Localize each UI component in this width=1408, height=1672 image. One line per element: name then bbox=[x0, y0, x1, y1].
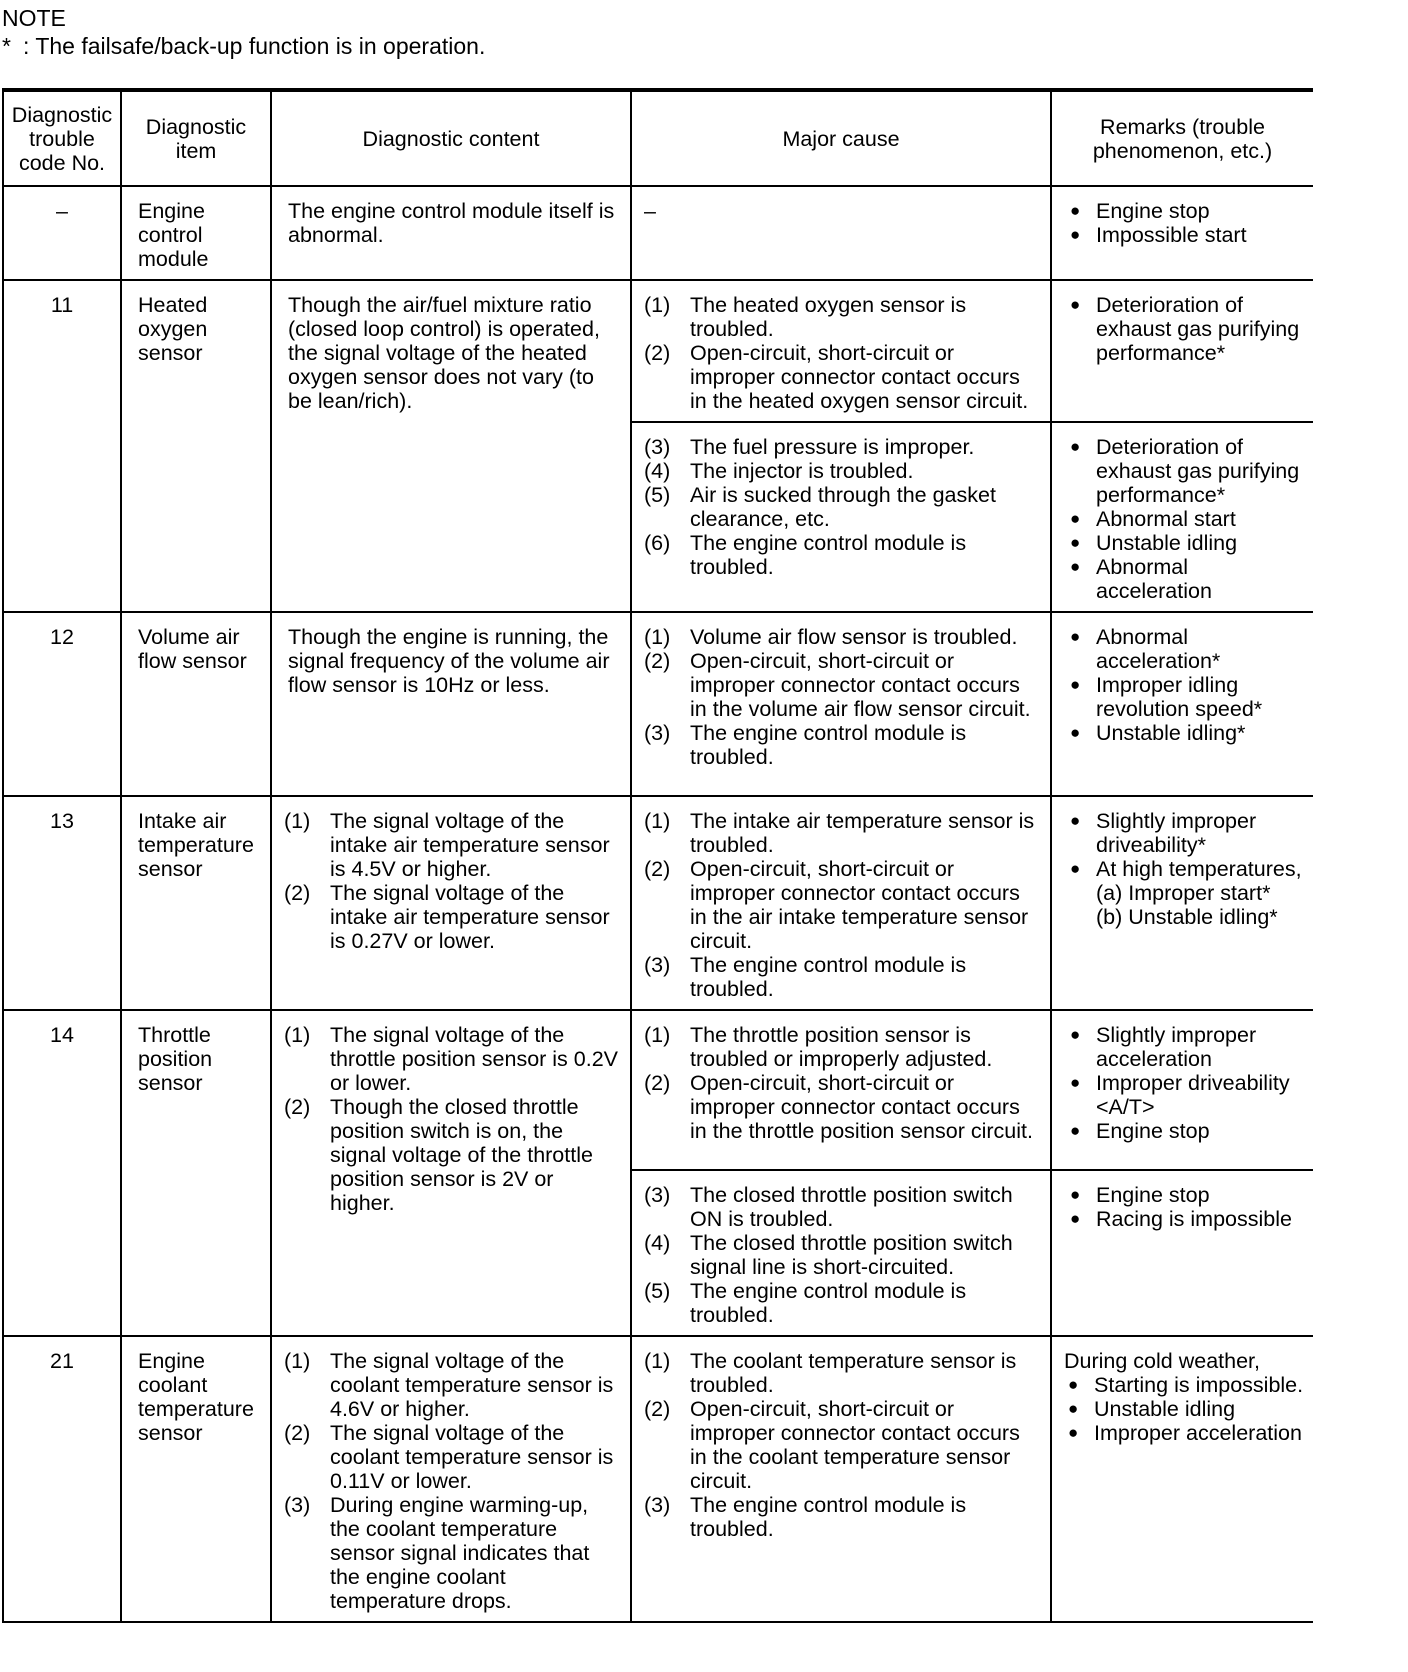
header-remarks: Remarks (trouble phenomenon, etc.) bbox=[1051, 90, 1313, 186]
code-cell: 13 bbox=[3, 796, 121, 1010]
code-cell: 21 bbox=[3, 1336, 121, 1622]
cause-cell bbox=[631, 1170, 1051, 1336]
item-number: (3) bbox=[644, 1183, 671, 1207]
item-number: (3) bbox=[644, 435, 671, 459]
item-number: (2) bbox=[644, 857, 671, 881]
cause-cell bbox=[631, 1336, 1051, 1622]
cause-cell bbox=[631, 280, 1051, 422]
item-text: The intake air temperature sensor is troubled. bbox=[690, 809, 1035, 857]
bullet-item: ● Engine stop bbox=[1066, 1183, 1309, 1207]
bullet-item: ● Improper acceleration bbox=[1064, 1421, 1309, 1445]
item-number: (2) bbox=[284, 1095, 311, 1119]
numbered-item bbox=[644, 1183, 1040, 1231]
item-number: (2) bbox=[644, 1071, 671, 1095]
bullet-item: ● Improper driveability <A/T> bbox=[1066, 1071, 1309, 1119]
item-number: (1) bbox=[644, 293, 671, 317]
numbered-item bbox=[644, 721, 1040, 769]
numbered-item bbox=[284, 1349, 620, 1421]
bullet-item: ● Racing is impossible bbox=[1066, 1207, 1309, 1231]
item-text: The injector is troubled. bbox=[690, 459, 914, 483]
item-text: The signal voltage of the coolant temperature sensor is 0.11V or lower. bbox=[330, 1421, 614, 1493]
bullet-item: ● At high temperatures, bbox=[1066, 857, 1309, 881]
remarks-cell bbox=[1051, 796, 1313, 1010]
numbered-item bbox=[644, 459, 1040, 483]
numbered-item bbox=[644, 625, 1040, 649]
item-text: Open-circuit, short-circuit or improper connector contact occurs in the coolant temperature sensor circuit. bbox=[690, 1397, 1020, 1493]
bullet-item: ● Engine stop bbox=[1066, 1119, 1309, 1143]
item-text: The fuel pressure is improper. bbox=[690, 435, 975, 459]
remarks-cell bbox=[1051, 1170, 1313, 1336]
item-text: The engine control module is troubled. bbox=[690, 531, 967, 579]
item-number: (3) bbox=[644, 953, 671, 977]
numbered-item bbox=[644, 809, 1040, 857]
content-cell bbox=[271, 796, 631, 1010]
item-text: Open-circuit, short-circuit or improper connector contact occurs in the volume air flow sensor circuit. bbox=[690, 649, 1031, 721]
numbered-item bbox=[644, 531, 1040, 579]
item-text: The signal voltage of the coolant temperature sensor is 4.6V or higher. bbox=[330, 1349, 614, 1421]
cause-cell bbox=[631, 612, 1051, 796]
item-number: (1) bbox=[644, 625, 671, 649]
bullet-item: ● Slightly improper driveability* bbox=[1066, 809, 1309, 857]
content-cell: Though the engine is running, the signal frequency of the volume air flow sensor is 10Hz or less. bbox=[271, 612, 631, 796]
numbered-item bbox=[644, 857, 1040, 953]
item-number: (1) bbox=[644, 1349, 671, 1373]
item-number: (5) bbox=[644, 483, 671, 507]
numbered-item bbox=[284, 1095, 620, 1215]
note-line bbox=[2, 34, 485, 58]
item-number: (5) bbox=[644, 1279, 671, 1303]
item-text: During engine warming-up, the coolant temperature sensor signal indicates that the engine coolant temperature drops. bbox=[330, 1493, 590, 1613]
item-text: The closed throttle position switch ON is troubled. bbox=[690, 1183, 1013, 1231]
remarks-cell bbox=[1051, 280, 1313, 422]
numbered-item bbox=[644, 1231, 1040, 1279]
table-header-row bbox=[3, 90, 1313, 186]
item-text: The engine control module is troubled. bbox=[690, 721, 967, 769]
numbered-item bbox=[644, 1493, 1040, 1541]
cause-cell bbox=[631, 796, 1051, 1010]
numbered-item bbox=[644, 1397, 1040, 1493]
code-cell: 12 bbox=[3, 612, 121, 796]
cause-cell bbox=[631, 422, 1051, 612]
item-text: Air is sucked through the gasket clearance, etc. bbox=[690, 483, 996, 531]
remarks-cell bbox=[1051, 186, 1313, 280]
code-cell: 11 bbox=[3, 280, 121, 612]
item-number: (6) bbox=[644, 531, 671, 555]
item-cell: Volume air flow sensor bbox=[121, 612, 271, 796]
bullet-item: ● Abnormal acceleration* bbox=[1066, 625, 1309, 673]
numbered-item bbox=[644, 435, 1040, 459]
item-number: (3) bbox=[284, 1493, 311, 1517]
item-number: (3) bbox=[644, 721, 671, 745]
item-text: Open-circuit, short-circuit or improper connector contact occurs in the heated oxygen sensor circuit. bbox=[690, 341, 1029, 413]
numbered-item bbox=[284, 809, 620, 881]
remarks-cell bbox=[1051, 1336, 1313, 1622]
header-code: Diagnostic trouble code No. bbox=[3, 90, 121, 186]
table-row bbox=[3, 1010, 1313, 1170]
numbered-item bbox=[644, 483, 1040, 531]
table-row bbox=[3, 1336, 1313, 1622]
bullet-item: ● Unstable idling* bbox=[1066, 721, 1309, 745]
remarks-cell bbox=[1051, 1010, 1313, 1170]
numbered-item bbox=[284, 1421, 620, 1493]
item-text: The engine control module is troubled. bbox=[690, 1279, 967, 1327]
table-row bbox=[3, 280, 1313, 422]
numbered-item bbox=[644, 293, 1040, 341]
item-number: (1) bbox=[284, 809, 311, 833]
item-text: The engine control module is troubled. bbox=[690, 1493, 967, 1541]
item-text: Volume air flow sensor is troubled. bbox=[690, 625, 1018, 649]
item-text: The engine control module is troubled. bbox=[690, 953, 967, 1001]
item-text: The throttle position sensor is troubled or improperly adjusted. bbox=[690, 1023, 993, 1071]
numbered-item bbox=[644, 953, 1040, 1001]
header-item: Diagnostic item bbox=[121, 90, 271, 186]
remarks-intro: During cold weather, bbox=[1064, 1349, 1260, 1373]
numbered-item bbox=[644, 1349, 1040, 1397]
numbered-item bbox=[644, 1071, 1040, 1143]
item-number: (4) bbox=[644, 459, 671, 483]
code-cell: – bbox=[3, 186, 121, 280]
item-number: (2) bbox=[284, 881, 311, 905]
content-cell bbox=[271, 1336, 631, 1622]
note-title: NOTE bbox=[2, 5, 66, 31]
bullet-item: ● Deterioration of exhaust gas purifying performance* bbox=[1066, 293, 1309, 365]
bullet-item: ● Starting is impossible. bbox=[1064, 1373, 1309, 1397]
item-number: (2) bbox=[644, 1397, 671, 1421]
numbered-item bbox=[644, 341, 1040, 413]
bullet-item: ● Slightly improper acceleration bbox=[1066, 1023, 1309, 1071]
item-number: (2) bbox=[644, 649, 671, 673]
cause-cell bbox=[631, 1010, 1051, 1170]
remarks-cell bbox=[1051, 422, 1313, 612]
item-number: (1) bbox=[284, 1349, 311, 1373]
item-number: (1) bbox=[284, 1023, 311, 1047]
bullet-item: ● Abnormal start bbox=[1066, 507, 1309, 531]
note-text: : The failsafe/back-up function is in operation. bbox=[22, 33, 486, 59]
cause-cell: – bbox=[631, 186, 1051, 280]
header-cause: Major cause bbox=[631, 90, 1051, 186]
code-cell: 14 bbox=[3, 1010, 121, 1336]
numbered-item bbox=[284, 881, 620, 953]
content-cell bbox=[271, 1010, 631, 1336]
item-text: The coolant temperature sensor is troubled. bbox=[690, 1349, 1017, 1397]
bullet-item: ● Unstable idling bbox=[1066, 531, 1309, 555]
item-number: (2) bbox=[284, 1421, 311, 1445]
item-cell: Engine control module bbox=[121, 186, 271, 280]
remarks-sub-0: (a) Improper start* bbox=[1096, 881, 1271, 905]
remarks-cell bbox=[1051, 612, 1313, 796]
item-text: The signal voltage of the intake air temperature sensor is 0.27V or lower. bbox=[330, 881, 610, 953]
bullet-item: ● Impossible start bbox=[1066, 223, 1309, 247]
bullet-item: ● Deterioration of exhaust gas purifying performance* bbox=[1066, 435, 1309, 507]
item-number: (2) bbox=[644, 341, 671, 365]
diagnostic-table bbox=[2, 88, 1313, 1623]
item-cell: Heated oxygen sensor bbox=[121, 280, 271, 612]
header-content: Diagnostic content bbox=[271, 90, 631, 186]
item-cell: Intake air temperature sensor bbox=[121, 796, 271, 1010]
item-text: The signal voltage of the intake air temperature sensor is 4.5V or higher. bbox=[330, 809, 610, 881]
numbered-item bbox=[644, 1279, 1040, 1327]
numbered-item bbox=[284, 1493, 620, 1613]
numbered-item bbox=[284, 1023, 620, 1095]
item-number: (4) bbox=[644, 1231, 671, 1255]
table-row bbox=[3, 612, 1313, 796]
item-text: Though the closed throttle position switch is on, the signal voltage of the throttle position sensor is 2V or higher. bbox=[330, 1095, 593, 1215]
content-cell: The engine control module itself is abnormal. bbox=[271, 186, 631, 280]
table-row bbox=[3, 796, 1313, 1010]
content-cell: Though the air/fuel mixture ratio (closed loop control) is operated, the signal voltage of the heated oxygen sensor does not vary (to be lean/rich). bbox=[271, 280, 631, 612]
table-row bbox=[3, 186, 1313, 280]
numbered-item bbox=[644, 649, 1040, 721]
item-cell: Engine coolant temperature sensor bbox=[121, 1336, 271, 1622]
bullet-item: ● Engine stop bbox=[1066, 199, 1309, 223]
item-text: The heated oxygen sensor is troubled. bbox=[690, 293, 967, 341]
note-star: * bbox=[2, 33, 11, 59]
bullet-item: ● Improper idling revolution speed* bbox=[1066, 673, 1309, 721]
item-number: (1) bbox=[644, 809, 671, 833]
remarks-sub-1: (b) Unstable idling* bbox=[1096, 905, 1278, 929]
item-cell: Throttle position sensor bbox=[121, 1010, 271, 1336]
item-number: (3) bbox=[644, 1493, 671, 1517]
bullet-item: ● Abnormal acceleration bbox=[1066, 555, 1309, 603]
item-number: (1) bbox=[644, 1023, 671, 1047]
item-text: Open-circuit, short-circuit or improper connector contact occurs in the throttle position sensor circuit. bbox=[690, 1071, 1033, 1143]
item-text: The closed throttle position switch signal line is short-circuited. bbox=[690, 1231, 1013, 1279]
numbered-item bbox=[644, 1023, 1040, 1071]
item-text: Open-circuit, short-circuit or improper connector contact occurs in the air intake temperature sensor circuit. bbox=[690, 857, 1029, 953]
item-text: The signal voltage of the throttle position sensor is 0.2V or lower. bbox=[330, 1023, 619, 1095]
bullet-item: ● Unstable idling bbox=[1064, 1397, 1309, 1421]
